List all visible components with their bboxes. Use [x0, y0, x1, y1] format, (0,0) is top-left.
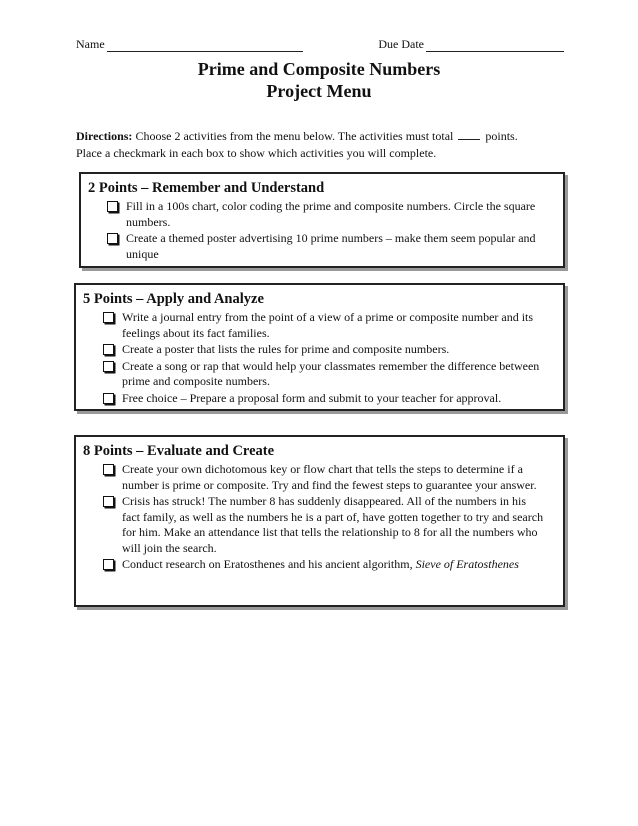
checkbox-icon[interactable]: [103, 559, 114, 570]
list-item: [81, 231, 563, 262]
section-heading: 2 Points – Remember and Understand: [88, 180, 325, 196]
directions-label: Directions:: [76, 129, 133, 143]
directions-text-c: Place a checkmark in each box to show which activities you will complete.: [76, 146, 437, 160]
checkbox-icon[interactable]: [103, 496, 114, 507]
section-heading: 5 Points – Apply and Analyze: [83, 291, 264, 307]
checkbox-icon[interactable]: [103, 393, 114, 404]
checkbox-icon[interactable]: [107, 201, 118, 212]
directions-text-b: points.: [485, 129, 518, 143]
page-title: Prime and Composite Numbers: [197, 59, 441, 79]
page-subtitle: Project Menu: [266, 81, 372, 101]
header-row: [76, 36, 564, 52]
list-item: [76, 462, 563, 493]
list-item: [76, 342, 563, 358]
section-5-points: [74, 283, 565, 411]
checkbox-icon[interactable]: [107, 233, 118, 244]
activity-text: Create a song or rap that would help your classmates remember the difference between prime and composite numbers.: [122, 358, 540, 388]
checkbox-icon[interactable]: [103, 312, 114, 323]
section-8-points: [74, 435, 565, 607]
list-item: [76, 494, 563, 556]
section-2-points: [79, 172, 565, 268]
due-date-blank[interactable]: [426, 39, 564, 52]
list-item: [76, 391, 563, 407]
points-blank[interactable]: [458, 128, 480, 140]
directions: [76, 128, 568, 162]
list-item: [76, 310, 563, 341]
name-blank[interactable]: [107, 39, 303, 52]
activity-text: Write a journal entry from the point of a view of a prime or composite number and its feelings about its fact families.: [122, 310, 534, 340]
directions-text-a: Choose 2 activities from the menu below. The activities must total: [135, 129, 454, 143]
list-item: [81, 199, 563, 230]
name-field: [76, 36, 303, 52]
activity-text: Fill in a 100s chart, color coding the prime and composite numbers. Circle the square numbers.: [126, 199, 536, 229]
activity-text-italic: Sieve of Eratosthenes: [415, 557, 519, 571]
due-date-field: [378, 36, 564, 52]
activity-list: [76, 462, 563, 573]
activity-text: Conduct research on Eratosthenes and his ancient algorithm,: [122, 557, 416, 571]
activity-text: Create a poster that lists the rules for prime and composite numbers.: [122, 342, 450, 356]
list-item: [76, 557, 563, 573]
checkbox-icon[interactable]: [103, 344, 114, 355]
activity-list: [81, 199, 563, 262]
section-heading: 8 Points – Evaluate and Create: [83, 443, 275, 459]
name-label: Name: [76, 37, 105, 51]
list-item: [76, 359, 563, 390]
activity-text: Free choice – Prepare a proposal form and submit to your teacher for approval.: [122, 390, 502, 405]
checkbox-icon[interactable]: [103, 361, 114, 372]
activity-text: Create your own dichotomous key or flow chart that tells the steps to determine if a number is prime or composite. Try and find the fewest steps to guarantee your answer.: [122, 462, 537, 492]
activity-text: Crisis has struck! The number 8 has suddenly disappeared. All of the numbers in his fact family, as well as the numbers he is a part of, have gotten together to try and search for him. Make an attendance list that tells the relationship to 8 for all the numbers who will join the search.: [122, 494, 544, 555]
activity-text: Create a themed poster advertising 10 prime numbers – make them seem popular and unique: [126, 231, 536, 261]
activity-list: [76, 310, 563, 406]
checkbox-icon[interactable]: [103, 464, 114, 475]
due-date-label: Due Date: [378, 37, 424, 51]
